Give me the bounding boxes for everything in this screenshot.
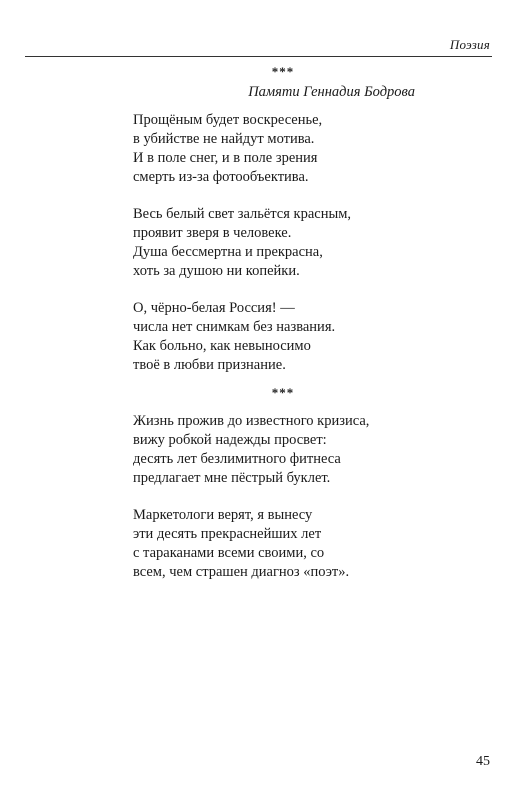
poem-separator: *** [271,385,295,400]
header-rule [25,56,492,57]
poem1-stanza-3 [133,299,423,375]
poem-line: хоть за душою ни копейки. [133,263,300,279]
poems-body [133,64,423,600]
poem-line: твоё в любви признание. [133,357,286,373]
poem2-stanza-2 [133,506,423,582]
poem-line: смерть из-за фотообъектива. [133,169,309,185]
poem-line: предлагает мне пёстрый буклет. [133,470,331,486]
poem-line: Как больно, как невыносимо [133,338,311,354]
poem-separator: *** [271,64,295,79]
poem-line: вижу робкой надежды просвет: [133,432,327,448]
poem1-stanza-2 [133,205,423,281]
poem-line: проявит зверя в человеке. [133,225,292,241]
poem-dedication: Памяти Геннадия Бодрова [248,84,415,100]
poem-line: Маркетологи верят, я вынесу [133,507,313,523]
poem1-stanza-1 [133,111,423,187]
poem-line: всем, чем страшен диагноз «поэт». [133,564,350,580]
poem-line: Весь белый свет зальётся красным, [133,206,352,222]
poem-line: эти десять прекраснейших лет [133,526,322,542]
running-head: Поэзия [449,37,490,52]
poem-line: И в поле снег, и в поле зрения [133,150,318,166]
page-number: 45 [476,754,490,769]
poem-line: О, чёрно-белая Россия! — [133,300,295,316]
poem-line: в убийстве не найдут мотива. [133,131,315,147]
poem-line: Жизнь прожив до известного кризиса, [133,413,370,429]
poem-line: Душа бессмертна и прекрасна, [133,244,323,260]
poem-line: Прощёным будет воскресенье, [133,112,323,128]
poem-line: с тараканами всеми своими, со [133,545,325,561]
poem-line: десять лет безлимитного фитнеса [133,451,341,467]
poem-line: числа нет снимкам без названия. [133,319,336,335]
poem2-stanza-1 [133,412,423,488]
